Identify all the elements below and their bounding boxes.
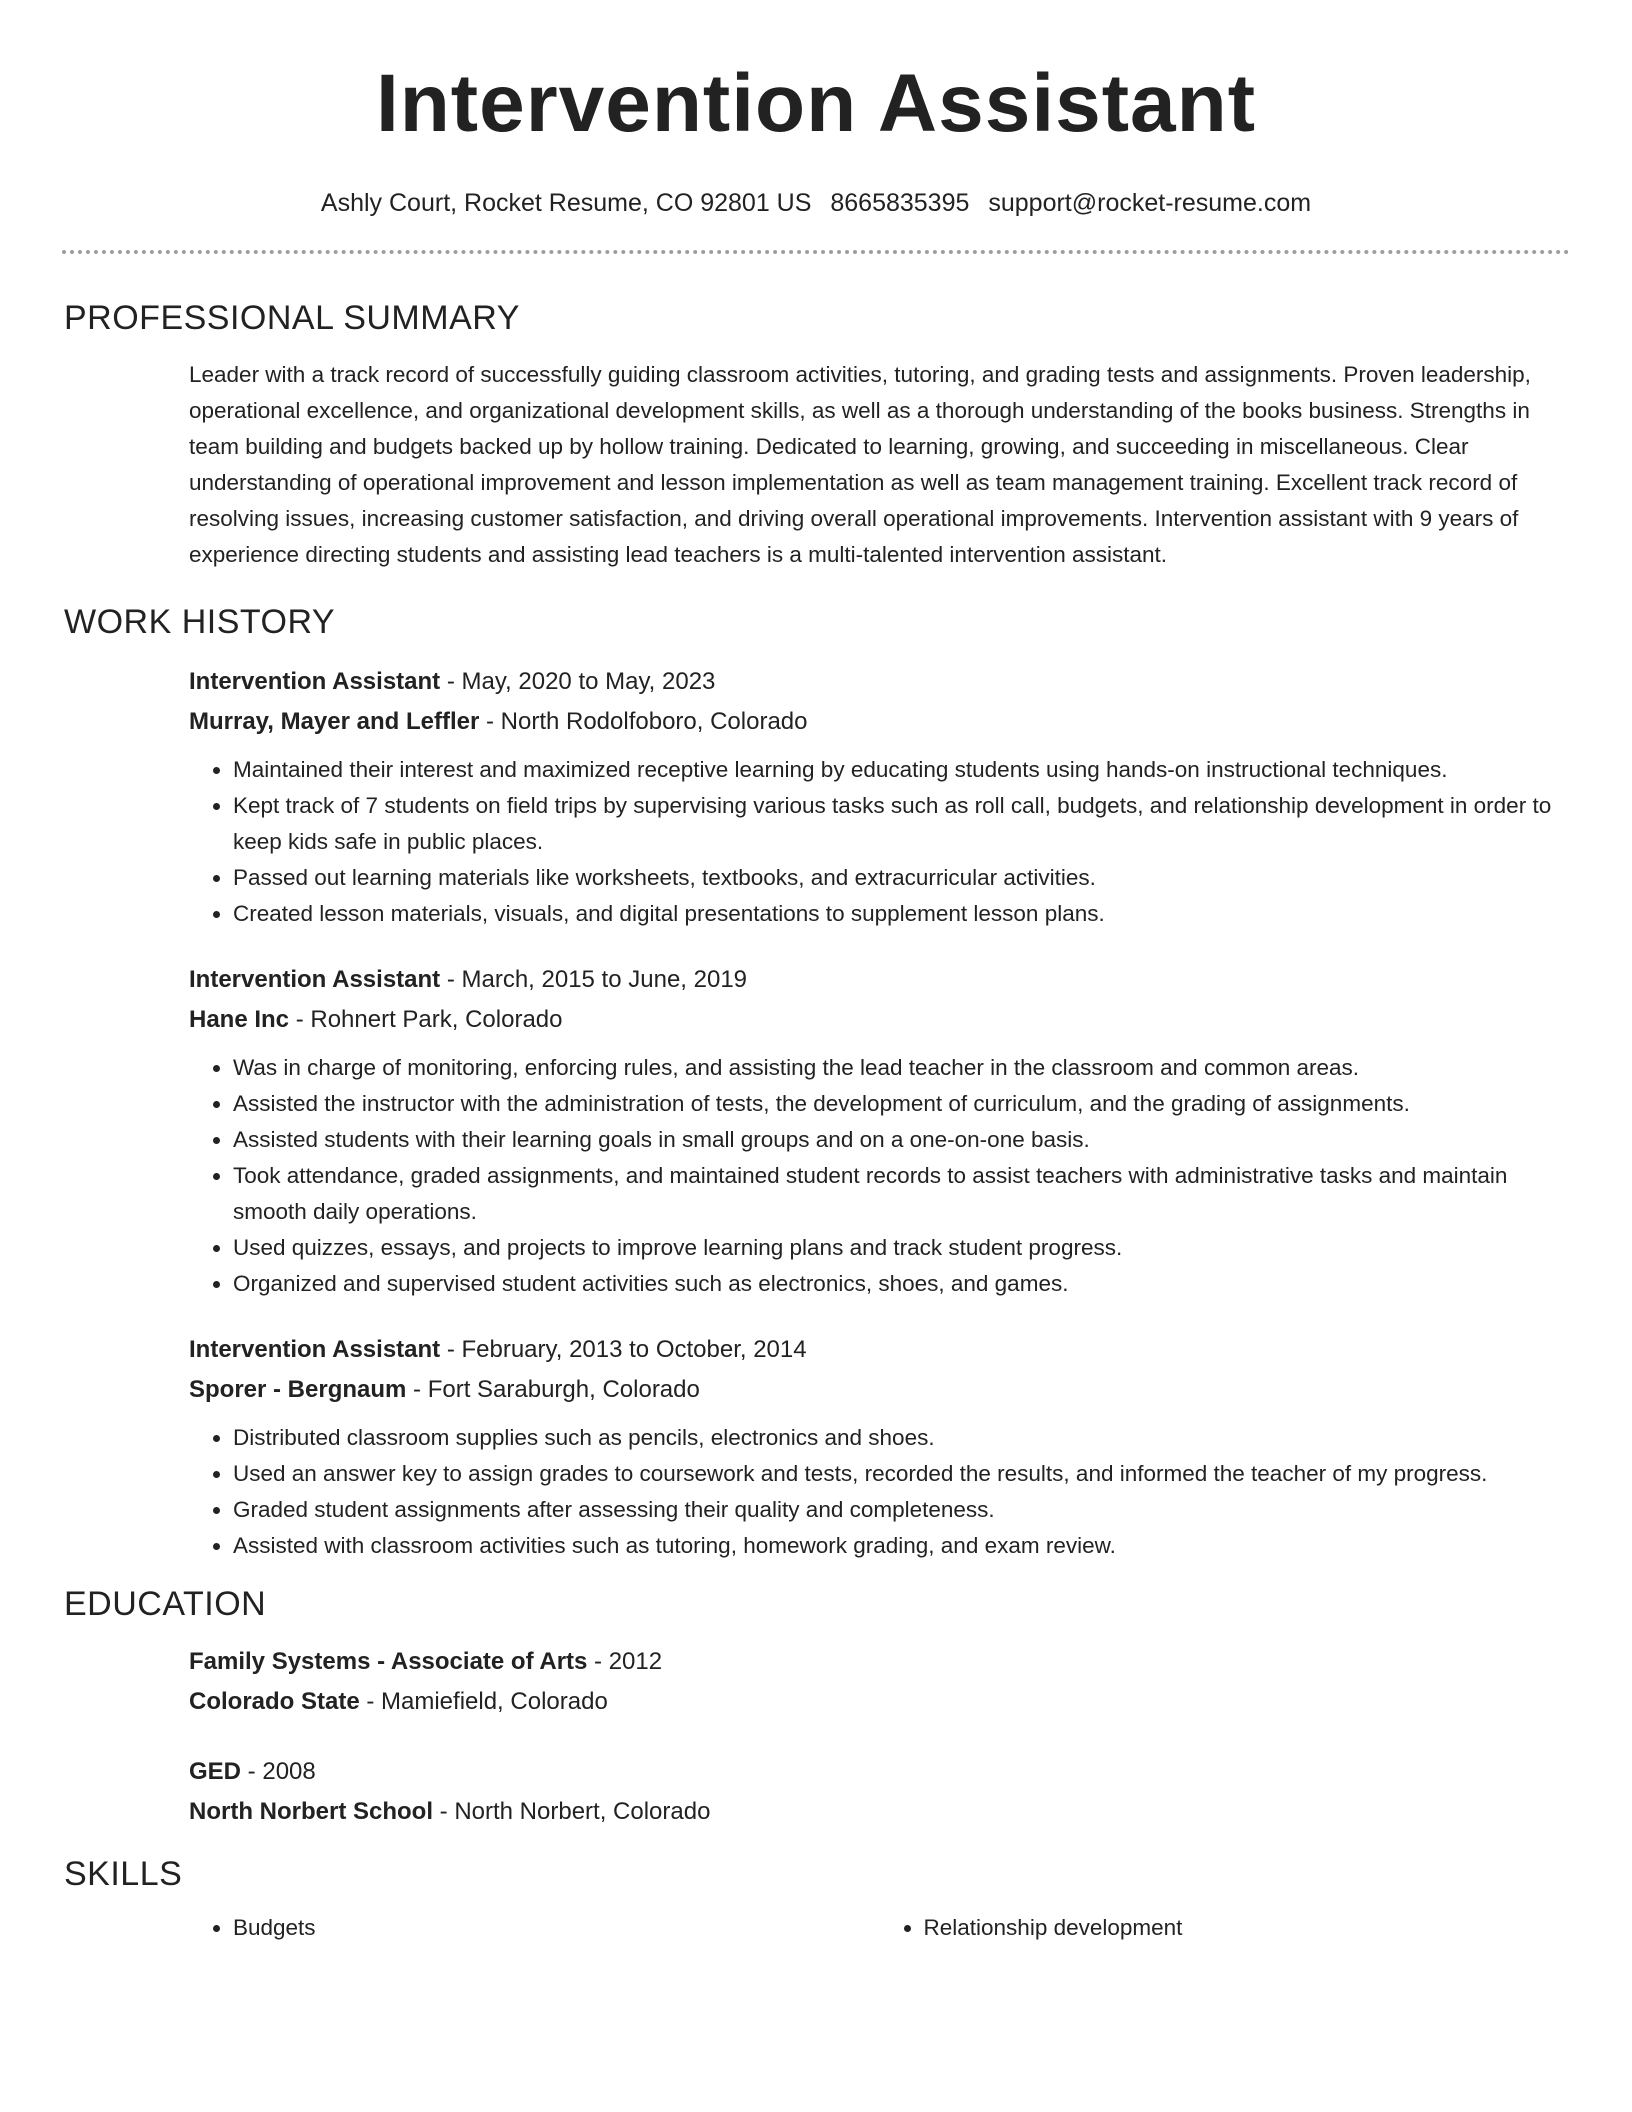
summary-section <box>0 357 1632 573</box>
list-item: • Passed out learning materials like worksheets, textbooks, and extracurricular activities. <box>233 860 1570 896</box>
list-item: • Maintained their interest and maximized receptive learning by educating students using hands-on instructional techniques. <box>233 752 1570 788</box>
list-item: • Organized and supervised student activities such as electronics, shoes, and games. <box>233 1266 1570 1302</box>
list-item: • Assisted the instructor with the administration of tests, the development of curriculum, and the grading of assignments. <box>233 1086 1570 1122</box>
contact-line <box>0 188 1632 218</box>
job-role: Intervention Assistant <box>189 1336 441 1363</box>
summary-text: Leader with a track record of successfully guiding classroom activities, tutoring, and grading tests and assignments. Proven leadership, operational excellence, and organizational development skills, as well as a thorough understanding of the books business. Strengths in team building and budgets backed up by hollow training. Dedicated to learning, growing, and succeeding in miscellaneous. Clear understanding of operational improvement and lesson implementation as well as team management training. Excellent track record of resolving issues, increasing customer satisfaction, and driving overall operational improvements. Intervention assistant with 9 years of experience directing students and assisting lead teachers is a multi-talented intervention assistant. <box>189 362 1531 567</box>
job-role: Intervention Assistant <box>189 966 441 993</box>
skills-grid <box>189 1910 1570 1946</box>
list-item: • Assisted with classroom activities such as tutoring, homework grading, and exam review. <box>233 1528 1570 1564</box>
resume-name: Intervention Assistant <box>375 58 1257 149</box>
skills-column-right <box>880 1910 1571 1946</box>
job-bullets <box>189 752 1570 932</box>
education-degree-line <box>189 1752 1570 1792</box>
job-location: - North Rodolfoboro, Colorado <box>479 708 808 735</box>
education-location: - Mamiefield, Colorado <box>359 1688 608 1715</box>
list-item: • Graded student assignments after assessing their quality and completeness. <box>233 1492 1570 1528</box>
education-year: - 2008 <box>241 1758 316 1785</box>
education-degree: GED <box>189 1758 242 1785</box>
job-bullets <box>189 1420 1570 1564</box>
education-degree-line <box>189 1642 1570 1682</box>
list-item: • Created lesson materials, visuals, and digital presentations to supplement lesson plans. <box>233 896 1570 932</box>
list-item: • Used an answer key to assign grades to coursework and tests, recorded the results, and informed the teacher of my progress. <box>233 1456 1570 1492</box>
job-entry <box>189 662 1570 932</box>
education-entry <box>189 1642 1570 1722</box>
contact-phone: 8665835395 <box>830 189 970 217</box>
job-title-line <box>189 662 1570 702</box>
job-bullets <box>189 1050 1570 1302</box>
job-company-line <box>189 1000 1570 1040</box>
skills-section <box>0 1910 1632 1946</box>
list-item: • Assisted students with their learning goals in small groups and on a one-on-one basis. <box>233 1122 1570 1158</box>
work-history-section <box>0 662 1632 1564</box>
job-title-line <box>189 960 1570 1000</box>
skills-heading: SKILLS <box>64 1855 183 1893</box>
contact-email: support@rocket-resume.com <box>988 189 1312 217</box>
job-dates: - May, 2020 to May, 2023 <box>440 668 716 695</box>
job-title-line <box>189 1330 1570 1370</box>
education-school-line <box>189 1792 1570 1832</box>
work-history-heading: WORK HISTORY <box>64 603 336 641</box>
job-company: Hane Inc <box>189 1006 290 1033</box>
education-degree: Family Systems - Associate of Arts <box>189 1648 588 1675</box>
skill-item: • Budgets <box>233 1910 880 1946</box>
job-dates: - February, 2013 to October, 2014 <box>440 1336 807 1363</box>
job-entry <box>189 1330 1570 1564</box>
list-item: • Distributed classroom supplies such as pencils, electronics and shoes. <box>233 1420 1570 1456</box>
header-divider <box>62 250 1570 254</box>
education-school: Colorado State <box>189 1688 360 1715</box>
list-item: • Used quizzes, essays, and projects to improve learning plans and track student progress. <box>233 1230 1570 1266</box>
list-item: • Took attendance, graded assignments, and maintained student records to assist teachers with administrative tasks and maintain smooth daily operations. <box>233 1158 1570 1230</box>
job-role: Intervention Assistant <box>189 668 441 695</box>
contact-address: Ashly Court, Rocket Resume, CO 92801 US <box>320 189 812 217</box>
job-company-line <box>189 1370 1570 1410</box>
list-item: • Kept track of 7 students on field trips by supervising various tasks such as roll call, budgets, and relationship development in order to keep kids safe in public places. <box>233 788 1570 860</box>
job-company: Sporer - Bergnaum <box>189 1376 407 1403</box>
summary-heading: PROFESSIONAL SUMMARY <box>64 299 520 337</box>
skill-item: • Relationship development <box>924 1910 1571 1946</box>
education-year: - 2012 <box>587 1648 663 1675</box>
list-item: • Was in charge of monitoring, enforcing rules, and assisting the lead teacher in the classroom and common areas. <box>233 1050 1570 1086</box>
job-dates: - March, 2015 to June, 2019 <box>440 966 748 993</box>
skills-column-left <box>189 1910 880 1946</box>
education-school-line <box>189 1682 1570 1722</box>
job-entry <box>189 960 1570 1302</box>
education-location: - North Norbert, Colorado <box>433 1798 711 1825</box>
job-location: - Fort Saraburgh, Colorado <box>406 1376 700 1403</box>
education-section <box>0 1642 1632 1832</box>
job-company-line <box>189 702 1570 742</box>
education-entry <box>189 1752 1570 1832</box>
education-heading: EDUCATION <box>64 1585 267 1623</box>
job-company: Murray, Mayer and Leffler <box>189 708 480 735</box>
education-school: North Norbert School <box>189 1798 433 1825</box>
job-location: - Rohnert Park, Colorado <box>289 1006 563 1033</box>
